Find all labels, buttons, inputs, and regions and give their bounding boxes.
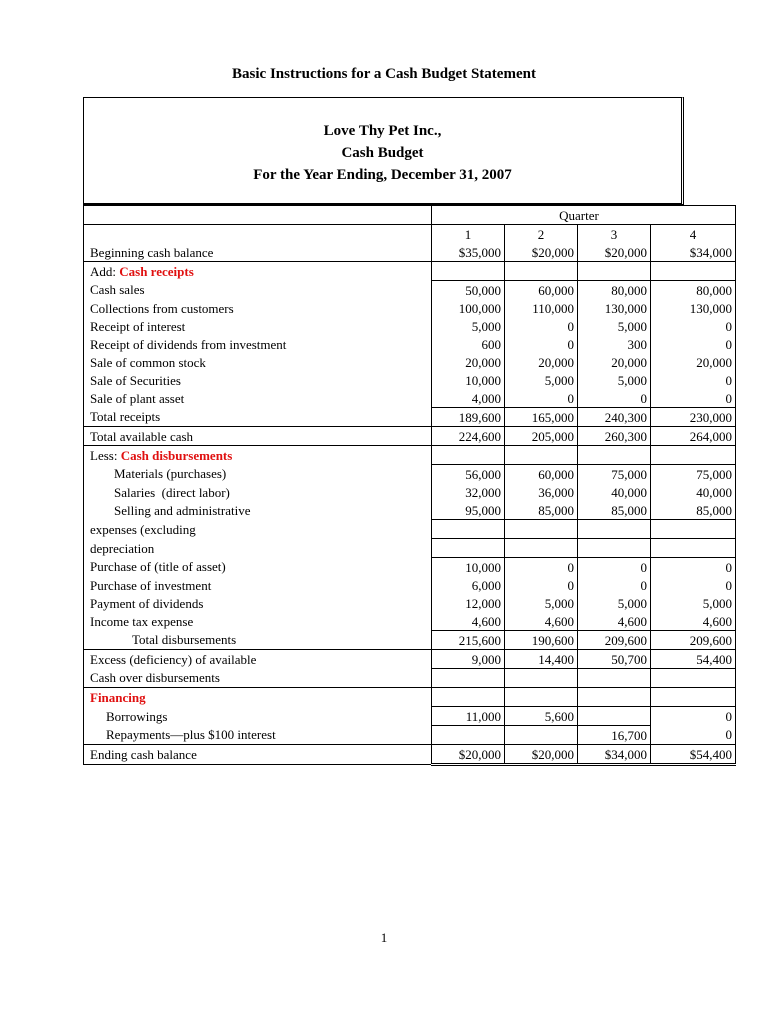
cell: 20,000 — [578, 353, 651, 371]
cell: $34,000 — [651, 243, 736, 262]
row-label: Cash over disbursements — [84, 669, 432, 688]
row-label: Selling and administrative — [84, 501, 432, 520]
cell: 240,300 — [578, 408, 651, 427]
table-row — [84, 539, 736, 558]
statement-header-box — [83, 97, 684, 205]
cell: 80,000 — [651, 281, 736, 300]
cell: 4,600 — [432, 612, 505, 631]
cash-receipts-heading: Cash receipts — [119, 263, 194, 279]
cell: 5,600 — [505, 707, 578, 726]
cell: 60,000 — [505, 281, 578, 300]
cell: 0 — [651, 317, 736, 335]
row-label: Excess (deficiency) of available — [84, 650, 432, 669]
cell: 5,000 — [578, 371, 651, 389]
row-label: Purchase of investment — [84, 576, 432, 594]
cell: 0 — [505, 335, 578, 353]
cell: 4,000 — [432, 389, 505, 408]
cell: 50,700 — [578, 650, 651, 669]
cell: 85,000 — [505, 501, 578, 520]
row-label: Sale of plant asset — [84, 389, 432, 408]
cell: 20,000 — [505, 353, 578, 371]
cell: 6,000 — [432, 576, 505, 594]
table-row — [84, 281, 736, 300]
cell: 189,600 — [432, 408, 505, 427]
table-row — [84, 262, 736, 281]
table-row — [84, 745, 736, 765]
table-row — [84, 558, 736, 577]
cell: 40,000 — [651, 483, 736, 501]
row-label: Payment of dividends — [84, 594, 432, 612]
cell: 0 — [651, 389, 736, 408]
cell: 54,400 — [651, 650, 736, 669]
financing-heading: Financing — [84, 688, 432, 707]
table-row — [84, 688, 736, 707]
table-row — [84, 465, 736, 484]
cell: 5,000 — [505, 371, 578, 389]
cell: 205,000 — [505, 427, 578, 446]
row-label: Receipt of interest — [84, 317, 432, 335]
cell: 0 — [651, 558, 736, 577]
cell: 0 — [505, 317, 578, 335]
row-label: Income tax expense — [84, 612, 432, 631]
table-row — [84, 520, 736, 539]
table-row — [84, 427, 736, 446]
table-row — [84, 650, 736, 669]
cell: 85,000 — [651, 501, 736, 520]
section-heading — [84, 262, 432, 281]
table-row — [84, 707, 736, 726]
cell: 0 — [651, 726, 736, 745]
table-row — [84, 317, 736, 335]
cell: 0 — [651, 335, 736, 353]
cell: $54,400 — [651, 745, 736, 765]
table-row — [84, 726, 736, 745]
cell: 0 — [578, 576, 651, 594]
table-row — [84, 612, 736, 631]
quarter-3: 3 — [578, 225, 651, 244]
cell — [578, 707, 651, 726]
quarter-2: 2 — [505, 225, 578, 244]
cell: 190,600 — [505, 631, 578, 650]
cash-disbursements-heading: Cash disbursements — [120, 447, 233, 463]
cell: 10,000 — [432, 371, 505, 389]
cell: 5,000 — [432, 317, 505, 335]
cell: 5,000 — [505, 594, 578, 612]
table-row — [84, 408, 736, 427]
cell: $20,000 — [432, 745, 505, 765]
table-row — [84, 371, 736, 389]
cell: 110,000 — [505, 299, 578, 317]
cell: 10,000 — [432, 558, 505, 577]
table-row — [84, 669, 736, 688]
row-label: Sale of Securities — [84, 371, 432, 389]
section-heading — [84, 446, 432, 465]
less-prefix: Less: — [90, 447, 118, 463]
cell: 0 — [578, 389, 651, 408]
cell: 5,000 — [651, 594, 736, 612]
cell: $34,000 — [578, 745, 651, 765]
cell: 224,600 — [432, 427, 505, 446]
cell: 80,000 — [578, 281, 651, 300]
cell: 0 — [505, 576, 578, 594]
cell: 56,000 — [432, 465, 505, 484]
cell: 75,000 — [578, 465, 651, 484]
row-label: Sale of common stock — [84, 353, 432, 371]
table-row — [84, 243, 736, 262]
cell: 5,000 — [578, 594, 651, 612]
row-label: Cash sales — [84, 281, 432, 300]
cell: 16,700 — [578, 726, 651, 745]
cell: 209,600 — [651, 631, 736, 650]
cell: 0 — [578, 558, 651, 577]
cell: 9,000 — [432, 650, 505, 669]
table-row — [84, 206, 736, 225]
cell: 4,600 — [578, 612, 651, 631]
table-row — [84, 446, 736, 465]
cell: 36,000 — [505, 483, 578, 501]
row-label: Ending cash balance — [84, 745, 432, 765]
cell: 130,000 — [578, 299, 651, 317]
cell: 14,400 — [505, 650, 578, 669]
cell: 11,000 — [432, 707, 505, 726]
quarter-1: 1 — [432, 225, 505, 244]
company-name: Love Thy Pet Inc., — [323, 123, 442, 139]
cell: $35,000 — [432, 243, 505, 262]
cell: 600 — [432, 335, 505, 353]
cell: 209,600 — [578, 631, 651, 650]
table-row — [84, 335, 736, 353]
cell: 215,600 — [432, 631, 505, 650]
page-number: 1 — [380, 930, 388, 945]
cell — [432, 726, 505, 745]
cell: 95,000 — [432, 501, 505, 520]
cell: $20,000 — [578, 243, 651, 262]
statement-name: Cash Budget — [341, 145, 424, 161]
cell — [505, 726, 578, 745]
table-row — [84, 594, 736, 612]
cell: 75,000 — [651, 465, 736, 484]
row-label: Total disbursements — [84, 631, 432, 650]
cell: 50,000 — [432, 281, 505, 300]
table-row — [84, 389, 736, 408]
cell: 5,000 — [578, 317, 651, 335]
cell: 32,000 — [432, 483, 505, 501]
add-prefix: Add: — [90, 263, 116, 279]
cell: 165,000 — [505, 408, 578, 427]
table-row — [84, 483, 736, 501]
cell: $20,000 — [505, 243, 578, 262]
cell: 40,000 — [578, 483, 651, 501]
row-label: Salaries (direct labor) — [84, 483, 432, 501]
cell: 0 — [651, 707, 736, 726]
cell: 20,000 — [651, 353, 736, 371]
table-row — [84, 631, 736, 650]
row-label: Receipt of dividends from investment — [84, 335, 432, 353]
cell: 0 — [505, 389, 578, 408]
row-label: Total receipts — [84, 408, 432, 427]
cash-budget-table — [83, 205, 736, 766]
cell: 4,600 — [651, 612, 736, 631]
row-label: Purchase of (title of asset) — [84, 558, 432, 577]
statement-period: For the Year Ending, December 31, 2007 — [253, 167, 512, 183]
cell: 4,600 — [505, 612, 578, 631]
row-label: Repayments—plus $100 interest — [84, 726, 432, 745]
table-row — [84, 501, 736, 520]
page-title: Basic Instructions for a Cash Budget Statement — [232, 66, 536, 82]
row-label: Total available cash — [84, 427, 432, 446]
row-label: Collections from customers — [84, 299, 432, 317]
quarter-4: 4 — [651, 225, 736, 244]
cell: 0 — [651, 576, 736, 594]
table-row — [84, 299, 736, 317]
quarter-label: Quarter — [505, 206, 651, 225]
cell: 230,000 — [651, 408, 736, 427]
table-row — [84, 576, 736, 594]
cell: 300 — [578, 335, 651, 353]
row-label: Materials (purchases) — [84, 465, 432, 484]
cell: 264,000 — [651, 427, 736, 446]
cell: 60,000 — [505, 465, 578, 484]
row-label: expenses (excluding — [84, 520, 432, 539]
cell: $20,000 — [505, 745, 578, 765]
row-label: depreciation — [84, 539, 432, 558]
cell: 12,000 — [432, 594, 505, 612]
row-label: Borrowings — [84, 707, 432, 726]
cell: 100,000 — [432, 299, 505, 317]
cell: 260,300 — [578, 427, 651, 446]
table-row — [84, 225, 736, 244]
cell: 85,000 — [578, 501, 651, 520]
cell: 0 — [651, 371, 736, 389]
row-label: Beginning cash balance — [84, 243, 432, 262]
cell: 20,000 — [432, 353, 505, 371]
cell: 0 — [505, 558, 578, 577]
table-row — [84, 353, 736, 371]
cell: 130,000 — [651, 299, 736, 317]
